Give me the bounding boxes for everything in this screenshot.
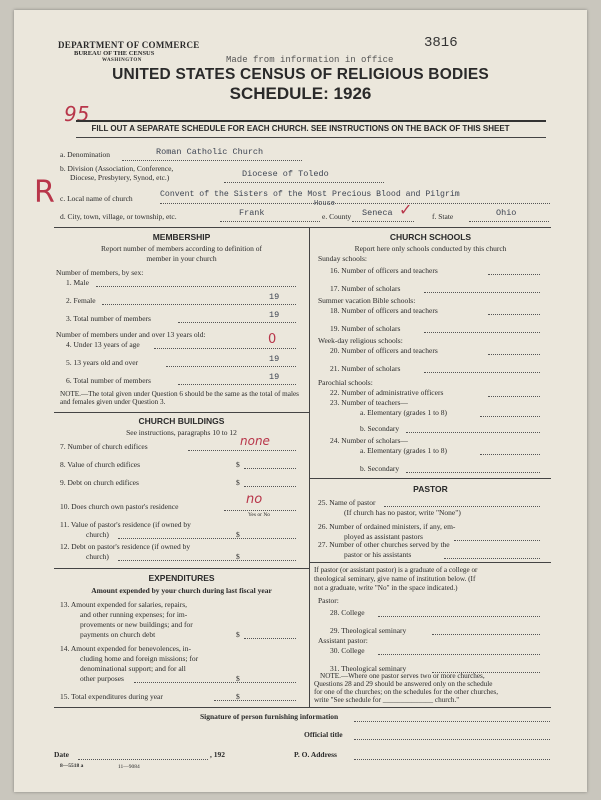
q24b-label: b. Secondary	[360, 464, 400, 473]
q8-label: 8. Value of church edifices	[60, 460, 141, 469]
dollar-sign: $	[236, 552, 240, 561]
dollar-sign: $	[236, 460, 240, 469]
q6-label: 6. Total number of members	[66, 376, 151, 385]
denomination-label: a. Denomination	[60, 150, 110, 159]
buildings-sub: See instructions, paragraphs 10 to 12	[126, 428, 237, 437]
q4-value[interactable]: 0	[268, 332, 277, 347]
q21-label: 21. Number of scholars	[330, 364, 401, 373]
local-name-label: c. Local name of church	[60, 194, 133, 203]
dollar-sign: $	[236, 674, 240, 683]
q1-label: 1. Male	[66, 278, 89, 287]
fill-line	[166, 366, 296, 367]
division-value[interactable]: Diocese of Toledo	[242, 169, 329, 179]
q3-label: 3. Total number of members	[66, 314, 151, 323]
membership-intro-2: member in your church	[146, 254, 217, 263]
fill-line[interactable]	[384, 506, 540, 507]
fill-line[interactable]	[424, 292, 540, 293]
membership-intro: Report number of members according to definition of	[101, 244, 262, 253]
local-name-value-2: House	[314, 200, 336, 208]
fill-line[interactable]	[118, 538, 296, 539]
q7-value[interactable]: none	[240, 434, 270, 448]
fill-line	[102, 304, 296, 305]
print-number: 11—9084	[118, 764, 140, 770]
fill-line	[178, 384, 296, 385]
fill-line[interactable]	[244, 468, 296, 469]
q17-label: 17. Number of scholars	[330, 284, 401, 293]
check-mark-icon: ✓	[399, 200, 413, 219]
state-label: f. State	[432, 212, 454, 221]
fill-line	[220, 221, 320, 222]
divider	[76, 120, 546, 122]
handwritten-number: 95	[64, 102, 90, 126]
membership-note: NOTE.—The total given under Question 6 should be the same as the total of males and females given under Question 3.	[60, 390, 299, 406]
q14-label-2: cluding home and foreign missions; for	[80, 654, 199, 663]
q20-label: 20. Number of officers and teachers	[330, 346, 438, 355]
fill-line[interactable]	[488, 396, 540, 397]
q13-label: 13. Amount expended for salaries, repairs,	[60, 600, 188, 609]
fill-line[interactable]	[454, 540, 540, 541]
fill-line[interactable]	[424, 332, 540, 333]
denomination-value[interactable]: Roman Catholic Church	[156, 147, 264, 157]
form-number: 8—5518 a	[60, 763, 84, 769]
buildings-heading: CHURCH BUILDINGS	[138, 416, 225, 426]
q23b-label: b. Secondary	[360, 424, 400, 433]
q9-label: 9. Debt on church edifices	[60, 478, 139, 487]
divider	[76, 137, 546, 138]
pastor-note: NOTE.—Where one pastor serves two or more churches,	[320, 672, 485, 680]
fill-line[interactable]	[488, 314, 540, 315]
official-title-label: Official title	[304, 730, 343, 739]
yes-no-hint: Yes or No	[248, 512, 271, 518]
signature-line[interactable]	[354, 721, 550, 722]
bureau-label: BUREAU OF THE CENSUS	[74, 50, 155, 57]
fill-line[interactable]	[406, 432, 540, 433]
section-border	[309, 562, 551, 563]
age-intro: Number of members under and over 13 years old:	[56, 330, 206, 339]
q3-value[interactable]: 19	[269, 310, 280, 320]
fill-line	[160, 203, 550, 204]
fill-line	[224, 182, 384, 183]
q13-label-2: and other running expenses; for im-	[80, 610, 188, 619]
q6-value[interactable]: 19	[269, 372, 280, 382]
state-value[interactable]: Ohio	[496, 208, 517, 218]
section-border	[54, 412, 309, 413]
q2-value[interactable]: 19	[269, 292, 280, 302]
assistant-pastor-subheading: Assistant pastor:	[318, 636, 368, 645]
q26-label: 26. Number of ordained ministers, if any, em-	[318, 522, 456, 531]
column-divider	[309, 227, 310, 707]
fill-line	[352, 221, 414, 222]
pastor-note-2: Questions 28 and 29 should be answered only on the schedule	[314, 680, 493, 688]
q25-label: 25. Name of pastor	[318, 498, 376, 507]
q24a-label: a. Elementary (grades 1 to 8)	[360, 446, 448, 455]
fill-line[interactable]	[244, 638, 296, 639]
pastor-heading: PASTOR	[413, 484, 448, 494]
q30-label: 30. College	[330, 646, 365, 655]
q27-label: 27. Number of other churches served by the	[318, 540, 450, 549]
graduate-instruction-3: not a graduate, write "No" in the space indicated.)	[314, 584, 458, 592]
graduate-instruction-2: theological seminary, give name of institution below. (If	[314, 575, 476, 583]
dollar-sign: $	[236, 630, 240, 639]
date-line[interactable]	[78, 759, 208, 760]
city-label: WASHINGTON	[102, 58, 142, 63]
handwritten-r-mark: R	[34, 175, 55, 210]
fill-line[interactable]	[432, 634, 540, 635]
fill-line[interactable]	[424, 372, 540, 373]
membership-heading: MEMBERSHIP	[152, 232, 211, 242]
q10-label: 10. Does church own pastor's residence	[60, 502, 179, 511]
by-sex-label: Number of members, by sex:	[56, 268, 144, 277]
pastor-note-3: for one of the churches; on the schedules for the other churches,	[314, 688, 499, 696]
vacation-schools-label: Summer vacation Bible schools:	[318, 296, 416, 305]
dollar-sign: $	[236, 692, 240, 701]
fill-line	[154, 348, 296, 349]
schedule-number: 3816	[424, 35, 458, 51]
census-form	[14, 10, 587, 792]
q5-label: 5. 13 years old and over	[66, 358, 139, 367]
section-border	[54, 707, 551, 708]
fill-line[interactable]	[244, 486, 296, 487]
q13-label-3: provements or new buildings; and for	[80, 620, 193, 629]
fill-line[interactable]	[444, 558, 540, 559]
fill-line[interactable]	[96, 286, 296, 287]
county-value[interactable]: Seneca	[362, 208, 393, 218]
q2-label: 2. Female	[66, 296, 96, 305]
department-label: DEPARTMENT OF COMMERCE	[58, 40, 200, 50]
pastor-note-4: write "See schedule for ______________ church."	[314, 696, 460, 704]
q10-value[interactable]: no	[246, 492, 263, 507]
form-title: UNITED STATES CENSUS OF RELIGIOUS BODIES	[112, 66, 489, 83]
fill-line[interactable]	[480, 454, 540, 455]
weekday-schools-label: Week-day religious schools:	[318, 336, 403, 345]
q14-label-3: denominational support; and for all	[80, 664, 186, 673]
q27-label-2: pastor or his assistants	[344, 550, 412, 559]
division-label: b. Division (Association, Conference,	[60, 164, 174, 173]
q12-label-2: church)	[86, 552, 109, 561]
q26-label-2: ployed as assistant pastors	[344, 532, 423, 541]
schedule-year: SCHEDULE: 1926	[229, 84, 372, 103]
fill-line	[224, 510, 296, 511]
q23a-label: a. Elementary (grades 1 to 8)	[360, 408, 448, 417]
fill-line[interactable]	[378, 616, 540, 617]
q28-label: 28. College	[330, 608, 365, 617]
division-label-2: Diocese, Presbytery, Synod, etc.)	[70, 173, 170, 182]
fill-line[interactable]	[480, 416, 540, 417]
dollar-sign: $	[236, 478, 240, 487]
q16-label: 16. Number of officers and teachers	[330, 266, 438, 275]
official-title-line[interactable]	[354, 739, 550, 740]
q12-label: 12. Debt on pastor's residence (if owned by	[60, 542, 191, 551]
expenditures-sub: Amount expended by your church during last fiscal year	[91, 586, 272, 595]
q29-label: 29. Theological seminary	[330, 626, 407, 635]
dollar-sign: $	[236, 530, 240, 539]
po-address-line[interactable]	[354, 759, 550, 760]
q7-label: 7. Number of church edifices	[60, 442, 148, 451]
instruction-line: FILL OUT A SEPARATE SCHEDULE FOR EACH CHURCH. SEE INSTRUCTIONS ON THE BACK OF THIS SHEET	[91, 124, 510, 133]
section-border	[309, 478, 551, 479]
fill-line[interactable]	[214, 700, 296, 701]
fill-line	[122, 160, 302, 161]
city-value[interactable]: Frank	[239, 208, 265, 218]
made-from-info-stamp: Made from information in office	[226, 55, 394, 65]
year-label: , 192	[210, 750, 225, 759]
schools-sub: Report here only schools conducted by this church	[354, 244, 507, 253]
fill-line	[188, 450, 296, 451]
fill-line[interactable]	[488, 274, 540, 275]
q11-label: 11. Value of pastor's residence (if owned by	[60, 520, 191, 529]
q13-label-4: payments on church debt	[80, 630, 156, 639]
q31-label: 31. Theological seminary	[330, 664, 407, 673]
parochial-schools-label: Parochial schools:	[318, 378, 373, 387]
fill-line[interactable]	[406, 472, 540, 473]
local-name-value[interactable]: Convent of the Sisters of the Most Precious Blood and Pilgrim	[160, 190, 460, 199]
q18-label: 18. Number of officers and teachers	[330, 306, 438, 315]
pastor-subheading: Pastor:	[318, 596, 339, 605]
q15-label: 15. Total expenditures during year	[60, 692, 163, 701]
fill-line	[178, 322, 296, 323]
q14-label-4: other purposes	[80, 674, 124, 683]
fill-line[interactable]	[378, 654, 540, 655]
city-label-field: d. City, town, village, or township, etc.	[60, 212, 177, 221]
date-label: Date	[54, 750, 69, 759]
fill-line[interactable]	[118, 560, 296, 561]
q19-label: 19. Number of scholars	[330, 324, 401, 333]
fill-line[interactable]	[134, 682, 296, 683]
q4-label: 4. Under 13 years of age	[66, 340, 140, 349]
graduate-instruction: If pastor (or assistant pastor) is a graduate of a college or	[314, 566, 478, 574]
sunday-schools-label: Sunday schools:	[318, 254, 367, 263]
fill-line[interactable]	[488, 354, 540, 355]
county-label: e. County	[322, 212, 352, 221]
q5-value[interactable]: 19	[269, 354, 280, 364]
po-address-label: P. O. Address	[294, 750, 337, 759]
section-border	[54, 227, 551, 228]
q14-label: 14. Amount expended for benevolences, in-	[60, 644, 192, 653]
q23-label: 23. Number of teachers—	[330, 398, 408, 407]
q11-label-2: church)	[86, 530, 109, 539]
schools-heading: CHURCH SCHOOLS	[389, 232, 472, 242]
signature-label: Signature of person furnishing information	[200, 712, 339, 721]
q22-label: 22. Number of administrative officers	[330, 388, 444, 397]
section-border	[54, 568, 309, 569]
q24-label: 24. Number of scholars—	[330, 436, 408, 445]
expenditures-heading: EXPENDITURES	[148, 573, 215, 583]
fill-line	[469, 221, 549, 222]
q25-hint: (If church has no pastor, write "None")	[344, 508, 461, 517]
